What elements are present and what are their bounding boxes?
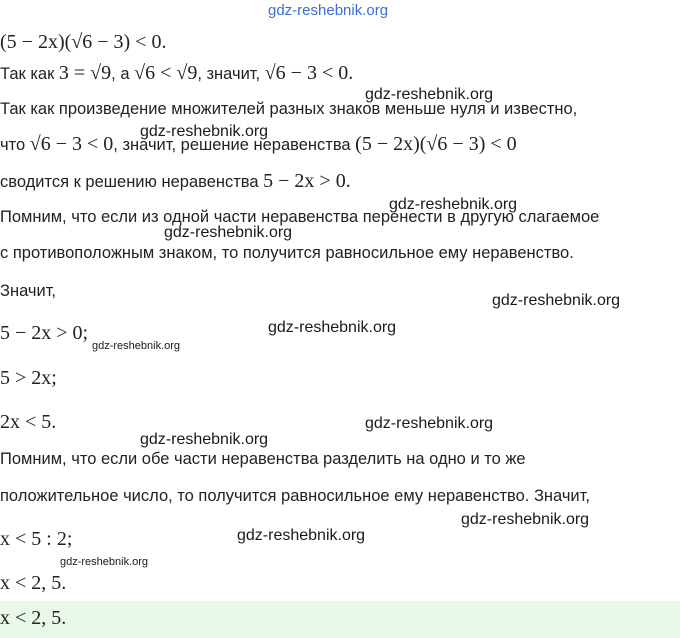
text-line: Помним, что если обе части неравенства разделить на одно и то же bbox=[0, 450, 526, 468]
watermark: gdz-reshebnik.org bbox=[140, 123, 269, 140]
equation-line: 2x < 5. bbox=[0, 411, 57, 433]
watermark-top: gdz-reshebnik.org bbox=[268, 2, 389, 19]
text-line bbox=[0, 133, 517, 156]
watermark: gdz-reshebnik.org bbox=[389, 196, 518, 213]
text: что bbox=[0, 136, 30, 154]
math: √6 − 3 < 0. bbox=[264, 62, 354, 84]
text-line: Помним, что если из одной части неравенства перенести в другую слагаемое bbox=[0, 208, 600, 226]
text: , а bbox=[111, 65, 135, 83]
math: 3 = √9 bbox=[58, 62, 112, 84]
text-line: Так как произведение множителей разных знаков меньше нуля и известно, bbox=[0, 100, 578, 118]
text-line: положительное число, то получится равносильное ему неравенство. Значит, bbox=[0, 487, 590, 505]
watermark: gdz-reshebnik.org bbox=[237, 527, 366, 544]
watermark: gdz-reshebnik.org bbox=[164, 224, 293, 241]
text-line: с противоположным знаком, то получится равносильное ему неравенство. bbox=[0, 244, 574, 262]
equation-line: 5 − 2x > 0; bbox=[0, 322, 89, 344]
answer-text: x < 2, 5. bbox=[0, 607, 67, 629]
text: , значит, решение неравенства bbox=[113, 136, 356, 154]
equation-line: (5 − 2x)(√6 − 3) < 0. bbox=[0, 31, 167, 53]
answer-box bbox=[0, 601, 680, 638]
math: (5 − 2x)(√6 − 3) < 0 bbox=[355, 133, 517, 155]
equation-line: x < 5 : 2; bbox=[0, 528, 73, 550]
equation-line: x < 2, 5. bbox=[0, 572, 67, 594]
math: √6 − 3 < 0 bbox=[29, 133, 114, 155]
watermark: gdz-reshebnik.org bbox=[92, 340, 181, 352]
watermark: gdz-reshebnik.org bbox=[461, 511, 590, 528]
watermark: gdz-reshebnik.org bbox=[140, 431, 269, 448]
watermark: gdz-reshebnik.org bbox=[60, 556, 149, 568]
text-line bbox=[0, 170, 351, 193]
watermark: gdz-reshebnik.org bbox=[365, 415, 494, 432]
text: Так как bbox=[0, 65, 59, 83]
math: √6 < √9 bbox=[134, 62, 198, 84]
text: , значит, bbox=[197, 65, 265, 83]
text: сводится к решению неравенства bbox=[0, 173, 264, 191]
text-line bbox=[0, 62, 353, 85]
watermark: gdz-reshebnik.org bbox=[492, 292, 621, 309]
watermark: gdz-reshebnik.org bbox=[365, 86, 494, 103]
math: 5 − 2x > 0. bbox=[263, 170, 351, 192]
text-line: Значит, bbox=[0, 282, 57, 300]
equation-line: 5 > 2x; bbox=[0, 367, 57, 389]
watermark: gdz-reshebnik.org bbox=[268, 319, 397, 336]
